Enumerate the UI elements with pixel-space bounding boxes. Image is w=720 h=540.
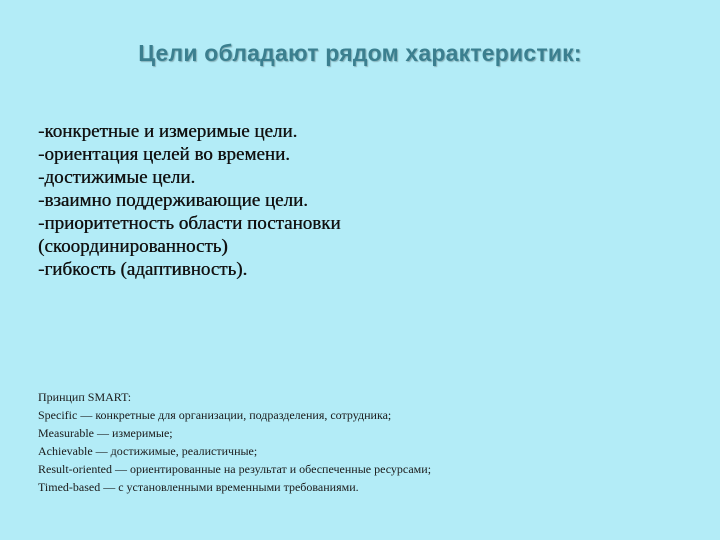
characteristics-list	[38, 120, 698, 281]
smart-heading: Принцип SMART:	[38, 390, 132, 404]
smart-line: Specific — конкретные для организации, подразделения, сотрудника;	[38, 408, 392, 422]
characteristic-item: -ориентация целей во времени.	[38, 144, 290, 165]
smart-line: Timed-based — с установленными временными требованиями.	[38, 480, 359, 494]
slide-title: Цели обладают рядом характеристик:	[138, 40, 582, 66]
characteristic-item: -достижимые цели.	[38, 167, 196, 188]
smart-principle-block	[38, 388, 698, 496]
smart-line: Achievable — достижимые, реалистичные;	[38, 444, 258, 458]
characteristic-item: -конкретные и измеримые цели.	[38, 121, 298, 142]
characteristic-item: -приоритетность области постановки (скоординированность)	[38, 213, 341, 257]
characteristic-item: -взаимно поддерживающие цели.	[38, 190, 308, 211]
characteristic-item: -гибкость (адаптивность).	[38, 259, 248, 280]
smart-line: Measurable — измеримые;	[38, 426, 173, 440]
smart-line: Result-oriented — ориентированные на результат и обеспеченные ресурсами;	[38, 462, 432, 476]
